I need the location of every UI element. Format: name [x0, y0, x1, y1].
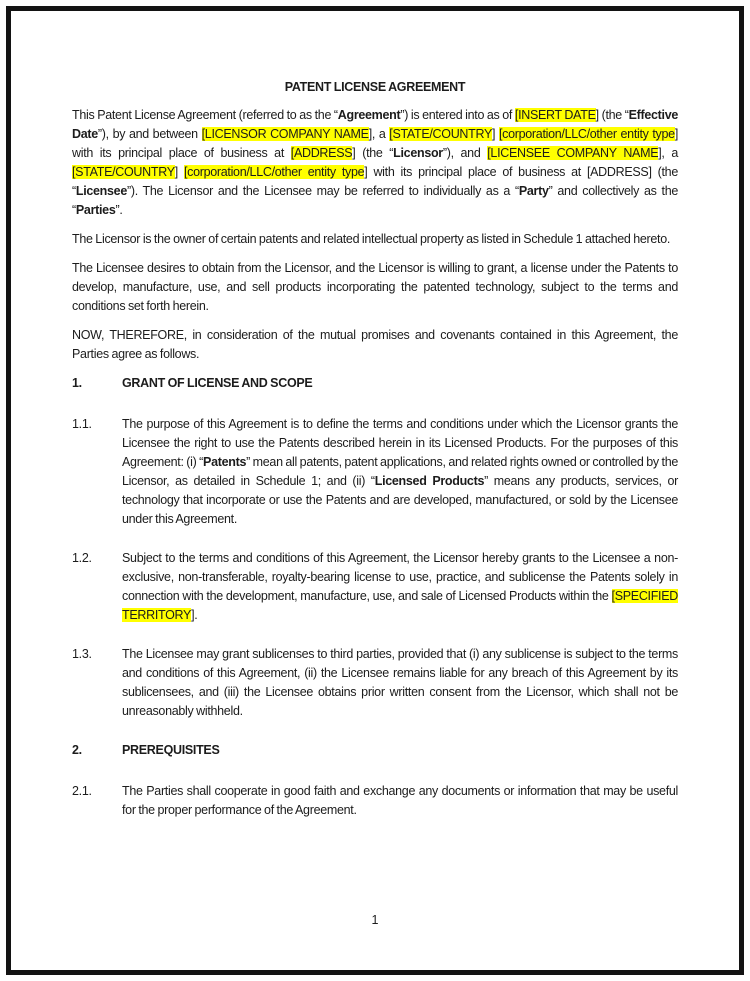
text-run: The Licensee desires to obtain from the Licensor, and the Licensor is willing to grant, a license under the Patents to develop, manufacture, use, and sell products incorporating the patented technology, subject to the terms and conditions set forth herein.: [72, 261, 678, 313]
document-content: [72, 78, 678, 840]
document-body: [72, 106, 678, 820]
text-run: ”). The Licensor and the Licensee may be referred to individually as a “: [126, 184, 519, 198]
text-run: ”), by and between: [97, 127, 202, 141]
page-number: 1: [371, 913, 379, 927]
numbered-clause: [72, 549, 678, 625]
placeholder-highlight: [STATE/COUNTRY: [72, 165, 175, 179]
text-run: ] (the “: [352, 146, 394, 160]
text-run: This Patent License Agreement (referred to as the “: [72, 108, 338, 122]
text-run: Effective Date: [72, 108, 678, 141]
placeholder-highlight: [corporation/LLC/other entity type: [498, 127, 675, 141]
clause-text: [122, 415, 678, 529]
text-run: The Parties shall cooperate in good faith and exchange any documents or information that may be useful for the proper performance of the Agreement.: [122, 784, 678, 817]
paragraph: [72, 259, 678, 316]
clause-number: 1.3.: [72, 647, 92, 661]
text-run: Licensee: [75, 184, 127, 198]
text-run: ”) is entered into as of: [400, 108, 515, 122]
clause-text: [122, 741, 678, 760]
numbered-clause: [72, 645, 678, 721]
clause-number: 1.: [72, 376, 82, 390]
text-run: ]: [492, 127, 499, 141]
text-run: ” and collectively as the “: [72, 184, 678, 217]
section-heading: [72, 741, 678, 760]
numbered-clause: [72, 415, 678, 529]
numbered-clause: [72, 782, 678, 820]
clause-text: [122, 645, 678, 721]
text-run: ” means any products, services, or technology that incorporate or use the Patents and are developed, manufactured, or sold by the Licensee under this Agreement.: [122, 474, 678, 526]
text-run: The purpose of this Agreement is to define the terms and conditions under which the Licensor grants the Licensee the right to use the Patents described herein in its Licensed Products. For the purposes of this Agreement: (i) “: [122, 417, 678, 469]
text-run: ]: [174, 165, 184, 179]
text-run: ], a: [658, 146, 678, 160]
placeholder-highlight: [SPECIFIED TERRITORY: [122, 589, 678, 622]
clause-text: [122, 549, 678, 625]
section-heading: [72, 374, 678, 393]
clause-number: 1.2.: [72, 551, 92, 565]
placeholder-highlight: [ADDRESS: [290, 146, 353, 160]
clause-text: [122, 374, 678, 393]
clause-text: [122, 782, 678, 820]
paragraph: [72, 230, 678, 249]
text-run: Licensed Products: [374, 474, 485, 488]
document-title: PATENT LICENSE AGREEMENT: [284, 80, 466, 94]
placeholder-highlight: [STATE/COUNTRY: [389, 127, 493, 141]
text-run: Patents: [203, 455, 247, 469]
text-run: The Licensor is the owner of certain patents and related intellectual property as listed in Schedule 1 attached hereto.: [72, 232, 671, 246]
clause-number: 2.1.: [72, 784, 92, 798]
text-run: ].: [191, 608, 198, 622]
text-run: ] (the “: [595, 108, 629, 122]
text-run: GRANT OF LICENSE AND SCOPE: [122, 376, 313, 390]
text-run: Parties: [75, 203, 116, 217]
placeholder-highlight: [corporation/LLC/other entity type: [183, 165, 365, 179]
text-run: The Licensee may grant sublicenses to third parties, provided that (i) any sublicense is subject to the terms and conditions of this Agreement, (ii) the Licensee remains liable for any breach of this Agreement by its sublicensees, and (iii) the Licensee obtains prior written consent from the Licensor, which shall not be unreasonably withheld.: [122, 647, 678, 718]
text-run: NOW, THEREFORE, in consideration of the mutual promises and covenants contained in this Agreement, the Parties agree as follows.: [72, 328, 678, 361]
text-run: ”.: [115, 203, 123, 217]
text-run: ] with its principal place of business at: [72, 127, 678, 160]
text-run: ] with its principal place of business at [ADDRESS] (the “: [72, 165, 678, 198]
paragraph: [72, 106, 678, 220]
placeholder-highlight: [LICENSEE COMPANY NAME: [487, 146, 659, 160]
text-run: Agreement: [337, 108, 401, 122]
clause-number: 2.: [72, 743, 82, 757]
text-run: ”), and: [442, 146, 488, 160]
clause-number: 1.1.: [72, 417, 92, 431]
text-run: Licensor: [393, 146, 443, 160]
text-run: ” mean all patents, patent applications, and related rights owned or controlled by the Licensor, as detailed in Schedule 1; and (ii) “: [122, 455, 679, 488]
placeholder-highlight: [INSERT DATE: [514, 108, 596, 122]
text-run: ], a: [368, 127, 390, 141]
text-run: PREREQUISITES: [122, 743, 220, 757]
placeholder-highlight: [LICENSOR COMPANY NAME: [201, 127, 369, 141]
text-run: Party: [518, 184, 549, 198]
text-run: Subject to the terms and conditions of this Agreement, the Licensor hereby grants to the Licensee a non-exclusive, non-transferable, royalty-bearing license to use, practice, and sublicense the Patents solely in connection with the development, manufacture, use, and sale of Licensed Products within the: [122, 551, 678, 603]
paragraph: [72, 326, 678, 364]
